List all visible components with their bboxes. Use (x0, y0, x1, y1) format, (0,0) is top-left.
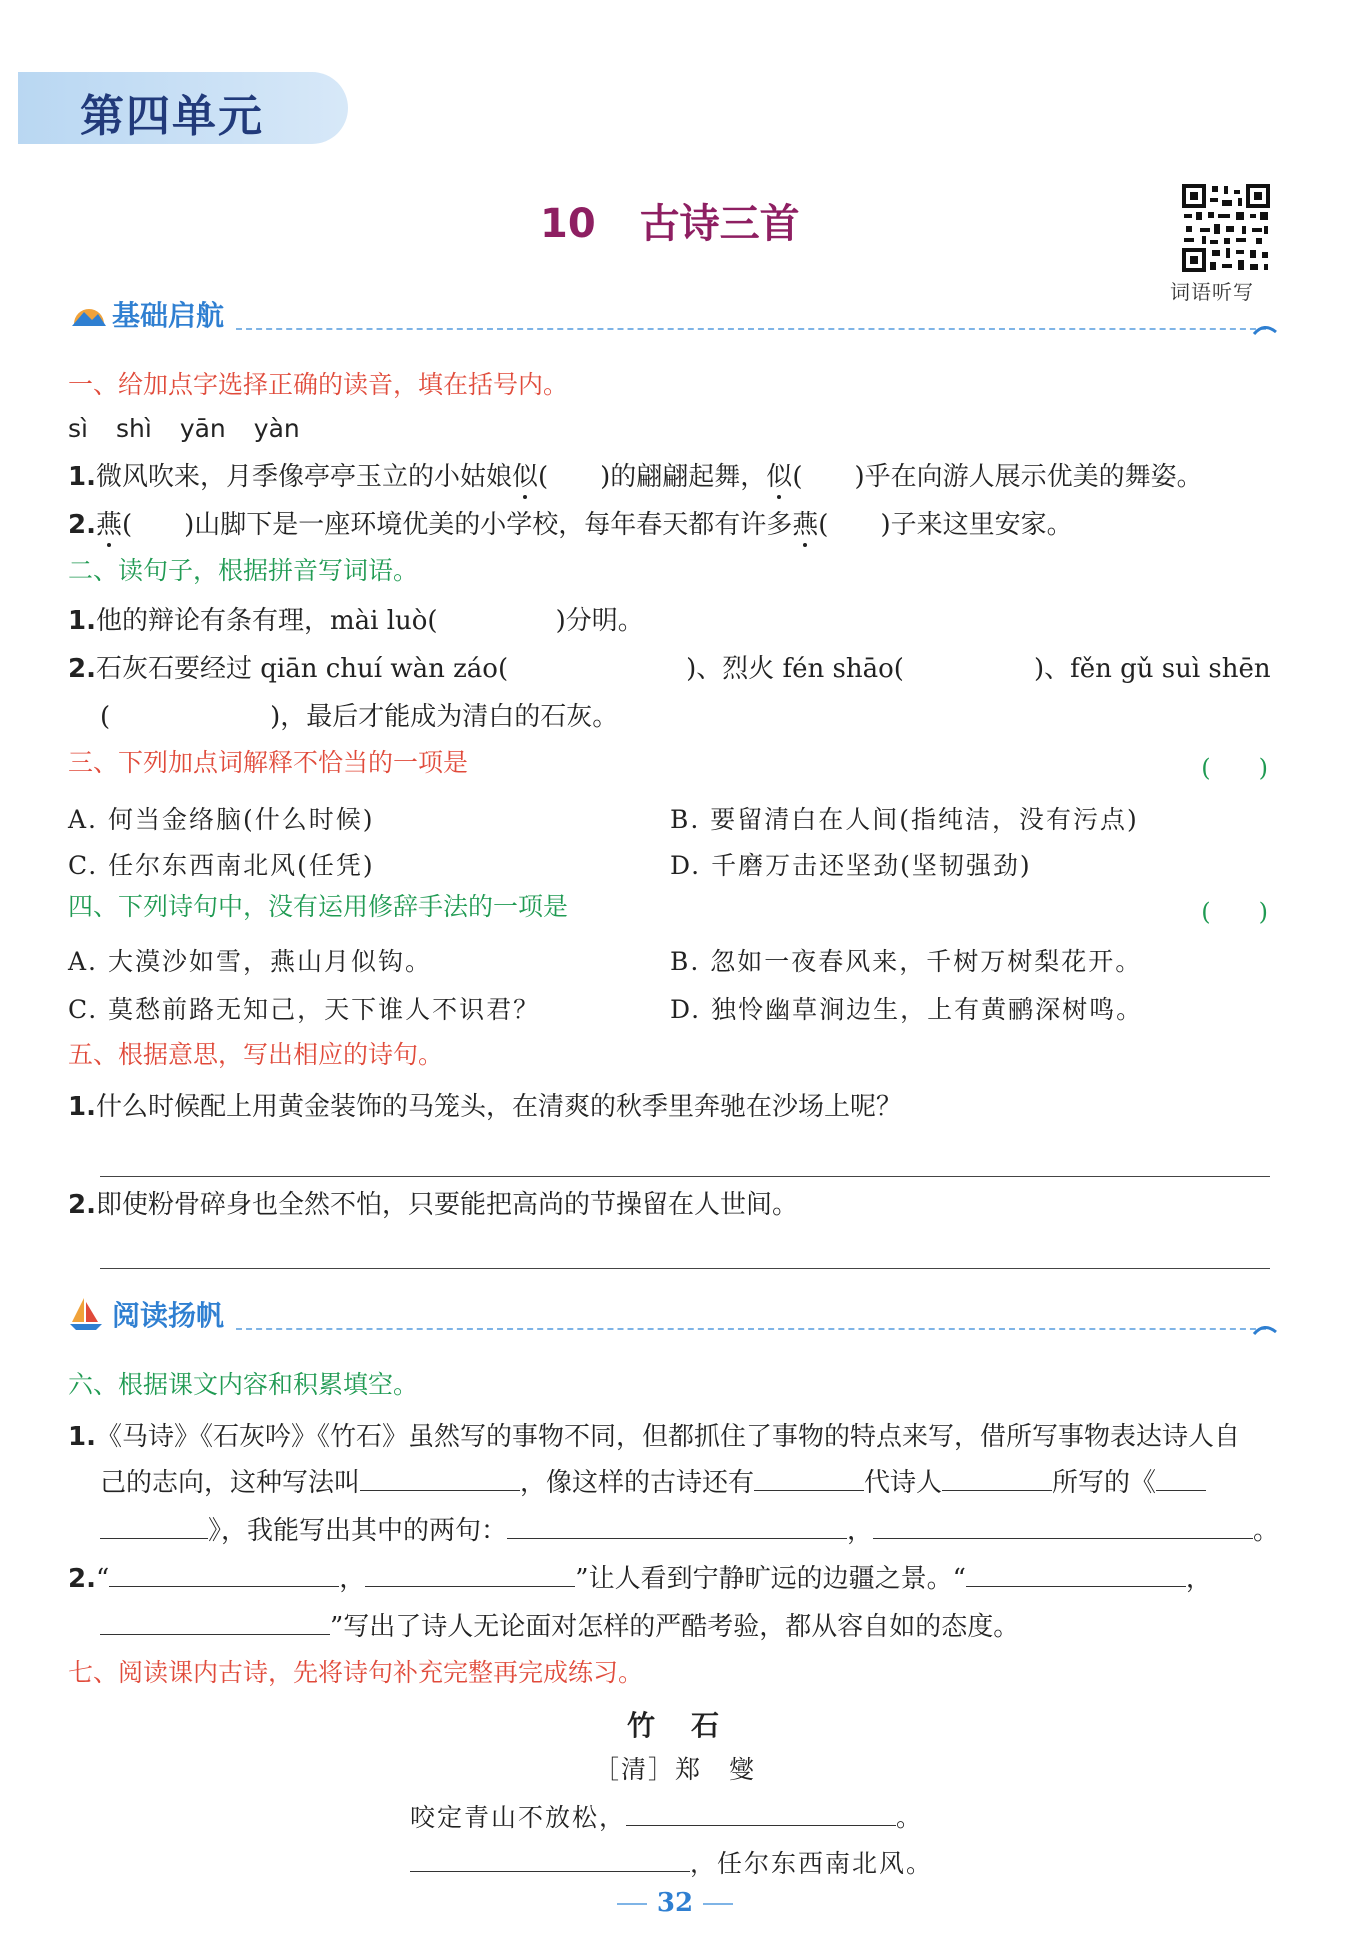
poem-text: ，任尔东西南北风。 (690, 1849, 934, 1878)
answer-blank[interactable] (1156, 1466, 1206, 1491)
dotted-char: 燕 (95, 510, 122, 540)
item-text: 《马诗》《石灰吟》《竹石》虽然写的事物不同，但都抓住了事物的特点来写，借所写事物表达诗人自 (95, 1422, 1240, 1452)
q4-answer-paren[interactable]: ( ) (1201, 898, 1268, 926)
item-text: 所写的《 (1052, 1468, 1157, 1498)
dotted-char: 似 (511, 462, 538, 492)
q3-answer-paren[interactable]: ( ) (1201, 754, 1268, 782)
q6-item-1 (68, 1420, 1240, 1454)
answer-blank[interactable] (100, 1514, 208, 1539)
section-title-reading: 阅读扬帆 (112, 1299, 225, 1332)
item-text: )、fěn gǔ suì shēn (1033, 654, 1271, 684)
q4-heading: 四、下列诗句中，没有运用修辞手法的一项是 (68, 892, 569, 921)
answer-blank[interactable] (754, 1466, 864, 1491)
item-text: 什么时候配上用黄金装饰的马笼头，在清爽的秋季里奔驰在沙场上呢？ (95, 1092, 902, 1122)
item-text: ， (1185, 1564, 1212, 1594)
item-text: ， (847, 1516, 874, 1546)
item-text: 》，我能写出其中的两句： (208, 1516, 508, 1546)
unit-title: 第四单元 (80, 91, 264, 142)
q6-item-1-line3 (100, 1514, 1279, 1548)
poem-text: 。 (896, 1803, 924, 1832)
item-number: 2. (68, 510, 96, 540)
answer-blank[interactable] (507, 1514, 847, 1539)
pinyin-option: shì (115, 414, 152, 443)
dotted-char: 似 (766, 462, 793, 492)
q7-heading: 七、阅读课内古诗，先将诗句补充完整再完成练习。 (68, 1658, 644, 1687)
q2-item-2-cont (100, 700, 618, 734)
section-header-basic (66, 294, 1276, 334)
poem-author: ［清］郑 燮 (593, 1755, 756, 1784)
answer-blank[interactable] (410, 1847, 690, 1872)
item-number: 1. (68, 606, 96, 636)
section-header-reading (66, 1294, 1276, 1334)
pinyin-option: yàn (253, 414, 300, 443)
q3-option-c[interactable]: C. 任尔东西南北风(任凭) (68, 851, 375, 880)
q3-option-a[interactable]: A. 何当金络脑(什么时候) (68, 805, 375, 834)
q3-option-d[interactable]: D. 千磨万击还坚劲(坚韧强劲) (670, 851, 1032, 880)
swirl-icon (1252, 1320, 1278, 1338)
q4-option-c[interactable]: C. 莫愁前路无知己，天下谁人不识君？ (68, 995, 541, 1024)
q4-option-b[interactable]: B. 忽如一夜春风来，千树万树梨花开。 (670, 947, 1143, 976)
q6-item-1-line2 (100, 1466, 1206, 1500)
answer-line[interactable] (100, 1176, 1270, 1177)
q4-option-d[interactable]: D. 独怜幽草涧边生，上有黄鹂深树鸣。 (670, 995, 1144, 1024)
item-text: )分明。 (555, 606, 644, 636)
item-text: ， (339, 1564, 366, 1594)
item-text: ，像这样的古诗还有 (520, 1468, 755, 1498)
q6-item-2-cont (100, 1610, 1019, 1644)
unit-tab (18, 72, 348, 144)
answer-blank[interactable] (873, 1514, 1253, 1539)
answer-blank[interactable] (942, 1466, 1052, 1491)
q1-item-1 (68, 460, 1203, 494)
item-number: 2. (68, 1190, 96, 1220)
poem-title: 竹 石 (626, 1709, 723, 1742)
poem-line-2 (410, 1844, 933, 1880)
q2-item-2 (68, 652, 1271, 686)
q2-item-1 (68, 604, 644, 638)
answer-paren[interactable]: ( )乎在向游人展示优美的舞姿。 (792, 462, 1203, 492)
answer-paren[interactable]: ( )子来这里安家。 (818, 510, 1073, 540)
pinyin-option: yān (179, 414, 226, 443)
q4-option-a[interactable]: A. 大漠沙如雪，燕山月似钩。 (68, 947, 432, 976)
poem-line-1 (410, 1798, 923, 1834)
q2-heading: 二、读句子，根据拼音写词语。 (68, 556, 419, 585)
answer-blank[interactable] (360, 1466, 520, 1491)
pinyin-option: sì (68, 414, 88, 443)
answer-blank[interactable] (626, 1801, 896, 1826)
q1-heading: 一、给加点字选择正确的读音，填在括号内。 (68, 370, 569, 399)
item-text: )，最后才能成为清白的石灰。 (270, 702, 619, 732)
answer-blank[interactable] (109, 1562, 339, 1587)
item-text: 代诗人 (864, 1468, 943, 1498)
q5-item-2 (68, 1188, 798, 1222)
item-text: “ (95, 1564, 110, 1594)
q5-item-1 (68, 1090, 902, 1124)
item-text: 即使粉骨碎身也全然不怕，只要能把高尚的节操留在人世间。 (95, 1190, 798, 1220)
q6-item-2 (68, 1562, 1212, 1596)
q5-heading: 五、根据意思，写出相应的诗句。 (68, 1040, 444, 1069)
item-text: 己的志向，这种写法叫 (100, 1468, 361, 1498)
q1-item-2 (68, 508, 1073, 542)
item-text: ( (100, 702, 111, 732)
item-number: 1. (68, 1422, 96, 1452)
lesson-name: 古诗三首 (639, 201, 800, 247)
item-text: 微风吹来，月季像亭亭玉立的小姑娘 (95, 462, 512, 492)
qr-code-icon[interactable] (1180, 182, 1272, 274)
qr-label: 词语听写 (1170, 280, 1254, 304)
item-text: 石灰石要经过 qiān chuí wàn záo( (95, 654, 509, 684)
item-number: 1. (68, 462, 96, 492)
answer-paren[interactable]: ( )的翩翩起舞， (538, 462, 767, 492)
answer-line[interactable] (100, 1268, 1270, 1269)
answer-blank[interactable] (365, 1562, 575, 1587)
q3-option-b[interactable]: B. 要留清白在人间(指纯洁，没有污点) (670, 805, 1139, 834)
item-text: ”让人看到宁静旷远的边疆之景。“ (575, 1564, 966, 1594)
swirl-icon (1252, 320, 1278, 338)
item-text: 。 (1253, 1516, 1280, 1546)
dotted-char: 燕 (792, 510, 819, 540)
item-text: )、烈火 fén shāo( (686, 654, 904, 684)
item-number: 1. (68, 1092, 96, 1122)
item-number: 2. (68, 654, 96, 684)
answer-blank[interactable] (966, 1562, 1186, 1587)
item-number: 2. (68, 1564, 96, 1594)
q3-heading: 三、下列加点词解释不恰当的一项是 (68, 748, 469, 777)
page-number: 32 (0, 1888, 1350, 1918)
lesson-title (540, 192, 800, 249)
section-title-basic: 基础启航 (112, 299, 225, 332)
item-text: ”写出了诗人无论面对怎样的严酷考验，都从容自如的态度。 (330, 1612, 1020, 1642)
item-text: 他的辩论有条有理，mài luò( (95, 606, 438, 636)
sailboat-icon (68, 1296, 104, 1332)
answer-blank[interactable] (100, 1610, 330, 1635)
q6-heading: 六、根据课文内容和积累填空。 (68, 1370, 419, 1399)
mountain-sun-icon (70, 298, 108, 330)
lesson-number: 10 (540, 201, 596, 247)
answer-paren[interactable]: ( )山脚下是一座环境优美的小学校，每年春天都有许多 (121, 510, 793, 540)
q1-pinyin-options (68, 412, 300, 446)
poem-text: 咬定青山不放松， (410, 1803, 627, 1832)
